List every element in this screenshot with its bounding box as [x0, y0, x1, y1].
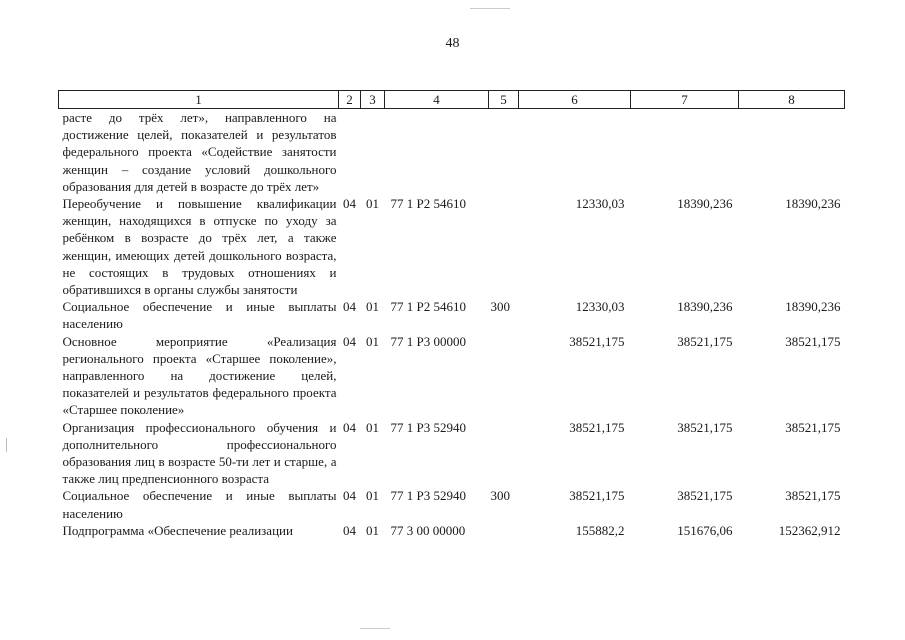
- row-section: 04: [343, 299, 356, 315]
- row-expense-type: [489, 333, 519, 419]
- row-section: 04: [343, 488, 356, 504]
- table-row: [59, 487, 845, 521]
- header-col-2: 2: [339, 91, 361, 109]
- row-amount-col8: 18390,236: [785, 196, 841, 212]
- row-target-code: 77 3 00 00000: [390, 522, 466, 538]
- row-amount-col8: 38521,175: [785, 419, 841, 435]
- row-subsection: 01: [366, 419, 379, 435]
- row-amount-col6: 38521,175: [569, 333, 625, 349]
- row-expense-type: [489, 109, 519, 196]
- row-target-code: 77 1 P2 54610: [390, 196, 466, 212]
- row-expense-type: 300: [490, 488, 510, 504]
- row-amount-col8: 38521,175: [785, 333, 841, 349]
- row-subsection: 01: [366, 196, 379, 212]
- row-amount-col8: 18390,236: [785, 299, 841, 315]
- scan-speck: [360, 628, 390, 629]
- row-expense-type: [489, 419, 519, 488]
- page-number: 48: [445, 36, 460, 51]
- header-col-3: 3: [361, 91, 385, 109]
- row-amount-col6: 38521,175: [569, 488, 625, 504]
- row-subsection: 01: [366, 333, 379, 349]
- row-amount-col7: 151676,06: [677, 522, 733, 538]
- row-amount-col7: 18390,236: [677, 196, 733, 212]
- row-amount-col8: 152362,912: [778, 522, 841, 538]
- header-col-7: 7: [631, 91, 739, 109]
- row-target-code: 77 1 P2 54610: [390, 299, 466, 315]
- row-expense-type: [489, 522, 519, 539]
- header-col-1: 1: [59, 91, 339, 109]
- row-section: 04: [343, 333, 356, 349]
- budget-table: [58, 90, 845, 539]
- row-description: Подпрограмма «Обеспечение реализации: [62, 522, 293, 538]
- row-expense-type: [489, 195, 519, 298]
- row-amount-col8: 38521,175: [785, 488, 841, 504]
- scan-speck: [6, 438, 7, 452]
- row-target-code: 77 1 P3 00000: [390, 333, 466, 349]
- row-subsection: 01: [366, 488, 379, 504]
- row-amount-col6: [519, 109, 631, 196]
- header-row: [59, 91, 845, 109]
- row-section: 04: [343, 522, 356, 538]
- row-expense-type: 300: [490, 299, 510, 315]
- row-target-code: 77 1 P3 52940: [390, 419, 466, 435]
- row-target-code: 77 1 P3 52940: [390, 488, 466, 504]
- row-amount-col6: 12330,03: [575, 196, 625, 212]
- row-section: 04: [343, 419, 356, 435]
- row-amount-col8: [739, 109, 845, 196]
- row-amount-col6: 12330,03: [575, 299, 625, 315]
- table-row: [59, 109, 845, 196]
- row-amount-col7: 18390,236: [677, 299, 733, 315]
- row-target-code: [385, 109, 489, 196]
- row-description: Социальное обеспечение и иные выплаты населению: [62, 488, 337, 521]
- scan-speck: [470, 8, 510, 9]
- header-col-5: 5: [489, 91, 519, 109]
- row-amount-col7: 38521,175: [677, 488, 733, 504]
- row-subsection: 01: [366, 299, 379, 315]
- row-amount-col6: 155882,2: [575, 522, 625, 538]
- row-subsection: [361, 109, 385, 196]
- table-row: [59, 522, 845, 539]
- table-row: [59, 195, 845, 298]
- table-row: [59, 298, 845, 332]
- row-description: Организация профессионального обучения и дополнительного профессионального образования лиц в возрасте 50-ти лет и старше, а также лиц предпенсионного возраста: [62, 419, 337, 487]
- table-row: [59, 419, 845, 488]
- row-description: Основное мероприятие «Реализация регионального проекта «Старшее поколение», направленного на достижение целей, показателей и результатов федерального проекта «Старшее поколение»: [62, 333, 337, 418]
- table-row: [59, 333, 845, 419]
- header-col-6: 6: [519, 91, 631, 109]
- row-amount-col6: 38521,175: [569, 419, 625, 435]
- row-section: [339, 109, 361, 196]
- header-col-4: 4: [385, 91, 489, 109]
- row-amount-col7: 38521,175: [677, 419, 733, 435]
- row-section: 04: [343, 196, 356, 212]
- row-description: расте до трёх лет», направленного на достижение целей, показателей и результатов федерального проекта «Содействие занятости женщин – создание условий дошкольного образования для детей в возрасте до трёх лет»: [62, 110, 337, 194]
- row-subsection: 01: [366, 522, 379, 538]
- row-description: Социальное обеспечение и иные выплаты населению: [62, 299, 337, 332]
- header-col-8: 8: [739, 91, 845, 109]
- row-amount-col7: [631, 109, 739, 196]
- row-description: Переобучение и повышение квалификации женщин, находящихся в отпуске по уходу за ребёнком в возрасте до трёх лет, а также женщин, имеющих детей дошкольного возраста, не состоящих в трудовых отношениях и обратившихся в органы службы занятости: [62, 196, 337, 298]
- row-amount-col7: 38521,175: [677, 333, 733, 349]
